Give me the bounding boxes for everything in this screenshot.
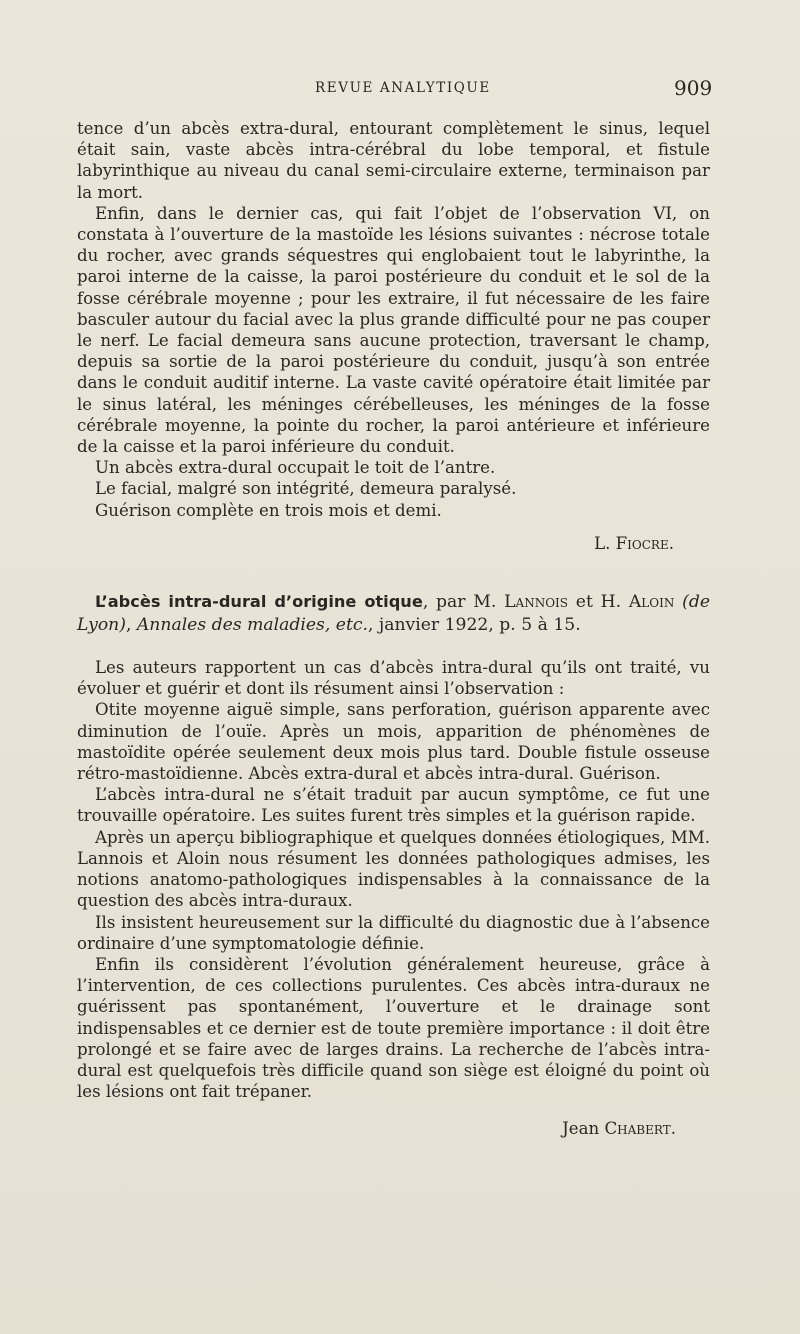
paragraph: Le facial, malgré son intégrité, demeura paralysé. [95,479,517,499]
signature [77,1118,710,1139]
journal-name: Annales des maladies, etc. [136,615,368,636]
review-continued [77,118,710,554]
signature-last: Chabert. [604,1119,676,1139]
review-article [77,590,710,1139]
article-conj: et H. [568,592,629,613]
paragraph: tence d’un abcès extra-dural, entourant complètement le sinus, lequel était sain, vaste abcès intra-cérébral du lobe temporal, et fistule labyrinthique au niveau du canal semi-circulaire externe, terminaison par la mort. [77,119,710,202]
article-sep: , [125,615,137,636]
paragraph: Un abcès extra-dural occupait le toit de l’antre. [95,458,496,478]
paragraph: Enfin ils considèrent l’évolution généralement heureuse, grâce à l’intervention, de ces collections purulentes. Ces abcès intra-duraux ne guérissent pas spontanément, l’ouverture et le drainage sont indispensables et ce dernier est de toute première importance : il doit être prolongé et se faire avec de larges drains. La recherche de l’abcès intra-dural est quelquefois très difficile quand son siège est éloigné du point où les lésions ont fait trépaner. [77,954,710,1102]
citation-date: , janvier 1922, p. 5 à 15. [367,615,581,636]
article-abstract [77,657,710,1102]
page-number: 909 [674,76,713,100]
signature: L. Fiocre. [594,533,674,553]
author-name: Aloin [628,592,675,613]
page-body [77,118,710,1140]
paragraph: Enfin, dans le dernier cas, qui fait l’objet de l’observation VI, on constata à l’ouverture de la mastoïde les lésions suivantes : nécrose totale du rocher, avec grands séquestres qui englobaient tout le labyrinthe, la paroi interne de la caisse, la paroi postérieure du conduit et le sol de la fosse cérébrale moyenne ; pour les extraire, il fut nécessaire de les faire basculer autour du facial avec la plus grande difficulté pour ne pas couper le nerf. Le facial demeura sans aucune protection, traversant le champ, depuis sa sortie de la paroi postérieure du conduit, jusqu’à son entrée dans le conduit auditif interne. La vaste cavité opératoire était limitée par le sinus latéral, les méninges cérébelleuses, les méninges de la fosse cérébrale moyenne, la pointe du rocher, la paroi antérieure et inférieure de la caisse et la paroi inférieure du conduit. [77,203,710,457]
signature-first: Jean [562,1119,605,1139]
paragraph: Ils insistent heureusement sur la difficulté du diagnostic due à l’absence ordinaire d’une symptomatologie définie. [77,912,710,953]
running-title: REVUE ANALYTIQUE [315,80,491,96]
paragraph: Après un aperçu bibliographique et quelques données étiologiques, MM. Lannois et Aloin nous résument les données pathologiques admises, les notions anatomo-pathologiques indispensables à la connaissance de la question des abcès intra-duraux. [77,827,710,911]
article-by: , par M. [422,592,505,613]
author-name: Lannois [504,592,569,613]
article-title: L’abcès intra-dural d’origine otique [95,592,423,612]
author-city: (de Lyon) [77,592,710,636]
paragraph: Otite moyenne aiguë simple, sans perforation, guérison apparente avec diminution de l’ouïe. Après un mois, apparition de phénomènes de mastoïdite opérée seulement deux mois plus tard. Double fistule osseuse rétro-mastoïdienne. Abcès extra-dural et abcès intra-dural. Guérison. [77,700,710,784]
paragraph: Les auteurs rapportent un cas d’abcès intra-dural qu’ils ont traité, vu évoluer et guérir et dont ils résument ainsi l’observation : [77,658,710,699]
article-heading [77,590,710,637]
running-header [0,78,800,102]
paragraph: L’abcès intra-dural ne s’était traduit par aucun symptôme, ce fut une trouvaille opératoire. Les suites furent très simples et la guérison rapide. [77,785,710,826]
paragraph: Guérison complète en trois mois et demi. [95,500,442,520]
